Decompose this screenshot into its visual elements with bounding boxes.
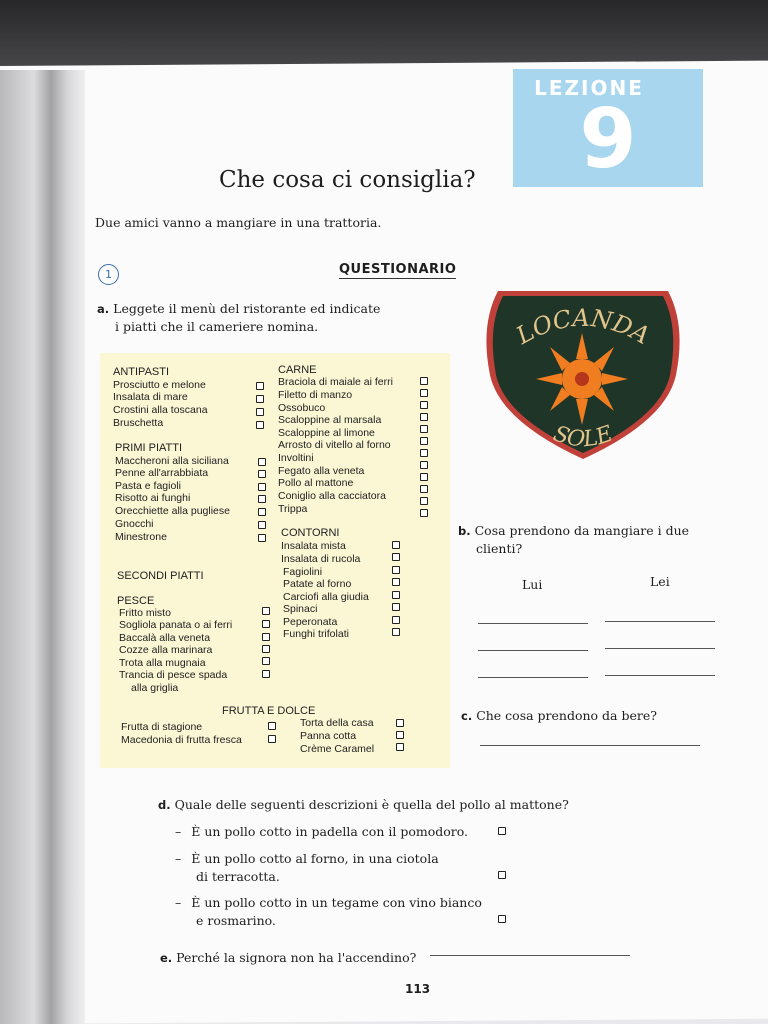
checkbox[interactable] bbox=[420, 413, 428, 421]
menu-item-primi: Pasta e fagioli bbox=[115, 480, 181, 492]
checkbox[interactable] bbox=[420, 485, 428, 493]
page-number: 113 bbox=[405, 982, 431, 996]
menu-item-antipasti: Insalata di mare bbox=[113, 391, 188, 403]
checkbox[interactable] bbox=[262, 645, 270, 653]
answer-line[interactable] bbox=[605, 675, 715, 676]
checkbox[interactable] bbox=[256, 395, 264, 403]
checkbox[interactable] bbox=[258, 508, 266, 516]
question-c bbox=[461, 707, 657, 725]
checkbox[interactable] bbox=[498, 827, 506, 835]
menu-item-carne: Fegato alla veneta bbox=[278, 465, 365, 477]
sign-bottom-word: SOLE bbox=[550, 421, 616, 453]
menu-heading-carne: CARNE bbox=[278, 364, 317, 376]
menu-item-contorni: Peperonata bbox=[283, 616, 338, 628]
checkbox[interactable] bbox=[498, 871, 506, 879]
menu-item-dolce: Crème Caramel bbox=[300, 743, 375, 755]
question-e-letter: e. bbox=[160, 951, 173, 965]
answer-line[interactable] bbox=[605, 648, 715, 649]
menu-heading-frutta: FRUTTA E DOLCE bbox=[222, 705, 316, 717]
checkbox[interactable] bbox=[392, 553, 400, 561]
option-dash: – bbox=[175, 895, 182, 910]
menu-item-antipasti: Crostini alla toscana bbox=[113, 404, 208, 416]
menu-item-frutta: Macedonia di frutta fresca bbox=[121, 734, 242, 746]
lesson-number: 9 bbox=[579, 92, 637, 187]
menu-item-pesce: alla griglia bbox=[131, 682, 179, 694]
menu-item-contorni: Fagiolini bbox=[283, 566, 323, 578]
menu-item-primi: Minestrone bbox=[115, 531, 167, 543]
checkbox[interactable] bbox=[262, 670, 270, 678]
checkbox[interactable] bbox=[258, 458, 266, 466]
menu-item-carne: Involtini bbox=[278, 452, 314, 464]
checkbox[interactable] bbox=[392, 566, 400, 574]
lesson-label: LEZIONE bbox=[534, 76, 644, 100]
checkbox[interactable] bbox=[256, 421, 264, 429]
menu-item-pesce: Trota alla mugnaia bbox=[119, 657, 206, 669]
answer-line[interactable] bbox=[478, 677, 588, 678]
checkbox[interactable] bbox=[258, 521, 266, 529]
answer-line[interactable] bbox=[478, 650, 588, 651]
menu-item-pesce: Baccalà alla veneta bbox=[119, 632, 211, 644]
question-a-line2: i piatti che il cameriere nomina. bbox=[115, 319, 319, 334]
menu-item-carne: Coniglio alla cacciatora bbox=[278, 490, 386, 502]
page-title: Che cosa ci consiglia? bbox=[219, 167, 476, 193]
question-e bbox=[160, 949, 416, 967]
checkbox[interactable] bbox=[420, 509, 428, 517]
option-text: È un pollo cotto in padella con il pomodoro. bbox=[191, 824, 469, 839]
checkbox[interactable] bbox=[268, 722, 276, 730]
menu-heading-pesce: PESCE bbox=[117, 595, 155, 607]
exercise-number-badge: 1 bbox=[98, 264, 119, 285]
sign-top-word: LOCANDA bbox=[511, 303, 655, 350]
question-c-text: Che cosa prendono da bere? bbox=[476, 708, 657, 723]
section-heading: QUESTIONARIO bbox=[339, 262, 457, 277]
question-d-text: Quale delle seguenti descrizioni è quella del pollo al mattone? bbox=[174, 797, 569, 812]
question-b-letter: b. bbox=[458, 524, 471, 538]
page-gutter-shadow bbox=[0, 70, 85, 1024]
checkbox[interactable] bbox=[396, 731, 404, 739]
menu-item-carne: Ossobuco bbox=[278, 402, 326, 414]
question-a bbox=[97, 300, 380, 336]
question-e-text: Perché la signora non ha l'accendino? bbox=[176, 950, 417, 965]
menu-item-antipasti: Bruschetta bbox=[113, 417, 164, 429]
checkbox[interactable] bbox=[396, 719, 404, 727]
menu-item-carne: Trippa bbox=[278, 503, 308, 515]
menu-item-contorni: Funghi trifolati bbox=[283, 628, 349, 640]
checkbox[interactable] bbox=[256, 382, 264, 390]
question-d bbox=[158, 796, 569, 814]
menu-item-contorni: Patate al forno bbox=[283, 578, 352, 590]
checkbox[interactable] bbox=[256, 408, 264, 416]
menu-heading-contorni: CONTORNI bbox=[281, 527, 340, 539]
checkbox[interactable] bbox=[396, 743, 404, 751]
checkbox[interactable] bbox=[392, 603, 400, 611]
menu-item-pesce: Sogliola panata o ai ferri bbox=[119, 619, 233, 631]
menu-heading-antipasti: ANTIPASTI bbox=[113, 366, 170, 378]
menu-item-antipasti: Prosciutto e melone bbox=[113, 379, 206, 391]
checkbox[interactable] bbox=[258, 483, 266, 491]
option-text-cont: di terracotta. bbox=[196, 869, 280, 884]
menu-item-pesce: Fritto misto bbox=[119, 607, 171, 619]
question-a-letter: a. bbox=[97, 302, 110, 316]
menu-item-carne: Arrosto di vitello al forno bbox=[278, 439, 391, 451]
menu-item-primi: Orecchiette alla pugliese bbox=[115, 505, 230, 517]
menu-item-carne: Filetto di manzo bbox=[278, 389, 353, 401]
option-text: È un pollo cotto in un tegame con vino bianco bbox=[191, 895, 482, 910]
option-d3 bbox=[175, 894, 482, 930]
checkbox[interactable] bbox=[262, 633, 270, 641]
checkbox[interactable] bbox=[420, 449, 428, 457]
menu-item-carne: Braciola di maiale ai ferri bbox=[278, 376, 393, 388]
menu-item-primi: Risotto ai funghi bbox=[115, 492, 191, 504]
menu-item-pesce: Cozze alla marinara bbox=[119, 644, 213, 656]
menu-item-contorni: Carciofi alla giudia bbox=[283, 591, 369, 603]
option-dash: – bbox=[175, 824, 182, 839]
answer-line[interactable] bbox=[605, 621, 715, 622]
locanda-sole-sign bbox=[478, 283, 688, 465]
menu-item-carne: Scaloppine al limone bbox=[278, 427, 375, 439]
checkbox[interactable] bbox=[392, 591, 400, 599]
column-label-lui: Lui bbox=[522, 577, 543, 592]
checkbox[interactable] bbox=[420, 461, 428, 469]
menu-item-pesce: Trancia di pesce spada bbox=[119, 669, 228, 681]
checkbox[interactable] bbox=[258, 470, 266, 478]
menu-item-dolce: Panna cotta bbox=[300, 730, 357, 742]
menu-item-contorni: Insalata mista bbox=[281, 540, 346, 552]
question-b bbox=[458, 522, 689, 558]
option-d1 bbox=[175, 823, 468, 841]
checkbox[interactable] bbox=[262, 607, 270, 615]
checkbox[interactable] bbox=[258, 534, 266, 542]
checkbox[interactable] bbox=[392, 616, 400, 624]
option-d2 bbox=[175, 850, 439, 886]
menu-item-carne: Pollo al mattone bbox=[278, 477, 354, 489]
checkbox[interactable] bbox=[392, 628, 400, 636]
answer-line[interactable] bbox=[480, 745, 700, 746]
question-c-letter: c. bbox=[461, 709, 473, 723]
menu-item-carne: Scaloppine al marsala bbox=[278, 414, 382, 426]
option-text: È un pollo cotto al forno, in una ciotola bbox=[191, 851, 439, 866]
checkbox[interactable] bbox=[420, 401, 428, 409]
menu-item-primi: Maccheroni alla siciliana bbox=[115, 455, 229, 467]
answer-line[interactable] bbox=[430, 955, 630, 956]
question-b-line2: clienti? bbox=[476, 541, 523, 556]
question-a-line1: Leggete il menù del ristorante ed indicate bbox=[113, 301, 381, 316]
menu-heading-primi: PRIMI PIATTI bbox=[115, 442, 183, 454]
checkbox[interactable] bbox=[420, 389, 428, 397]
checkbox[interactable] bbox=[420, 473, 428, 481]
menu-item-contorni: Spinaci bbox=[283, 603, 318, 615]
option-dash: – bbox=[175, 851, 182, 866]
menu-item-primi: Gnocchi bbox=[115, 518, 154, 530]
page-subtitle: Due amici vanno a mangiare in una trattoria. bbox=[95, 215, 382, 230]
menu-item-dolce: Torta della casa bbox=[300, 717, 374, 729]
question-d-letter: d. bbox=[158, 798, 171, 812]
checkbox[interactable] bbox=[420, 377, 428, 385]
checkbox[interactable] bbox=[262, 620, 270, 628]
checkbox[interactable] bbox=[420, 497, 428, 505]
checkbox[interactable] bbox=[420, 425, 428, 433]
question-b-line1: Cosa prendono da mangiare i due bbox=[474, 523, 690, 538]
answer-line[interactable] bbox=[478, 623, 588, 624]
checkbox[interactable] bbox=[420, 437, 428, 445]
option-text-cont: e rosmarino. bbox=[196, 913, 276, 928]
checkbox[interactable] bbox=[392, 578, 400, 586]
checkbox[interactable] bbox=[258, 495, 266, 503]
checkbox[interactable] bbox=[498, 915, 506, 923]
checkbox[interactable] bbox=[268, 735, 276, 743]
menu-item-contorni: Insalata di rucola bbox=[281, 553, 361, 565]
menu-item-frutta: Frutta di stagione bbox=[121, 721, 203, 733]
checkbox[interactable] bbox=[392, 541, 400, 549]
checkbox[interactable] bbox=[262, 657, 270, 665]
menu-heading-secondi: SECONDI PIATTI bbox=[117, 570, 204, 582]
menu-item-primi: Penne all'arrabbiata bbox=[115, 467, 209, 479]
column-label-lei: Lei bbox=[650, 574, 670, 589]
